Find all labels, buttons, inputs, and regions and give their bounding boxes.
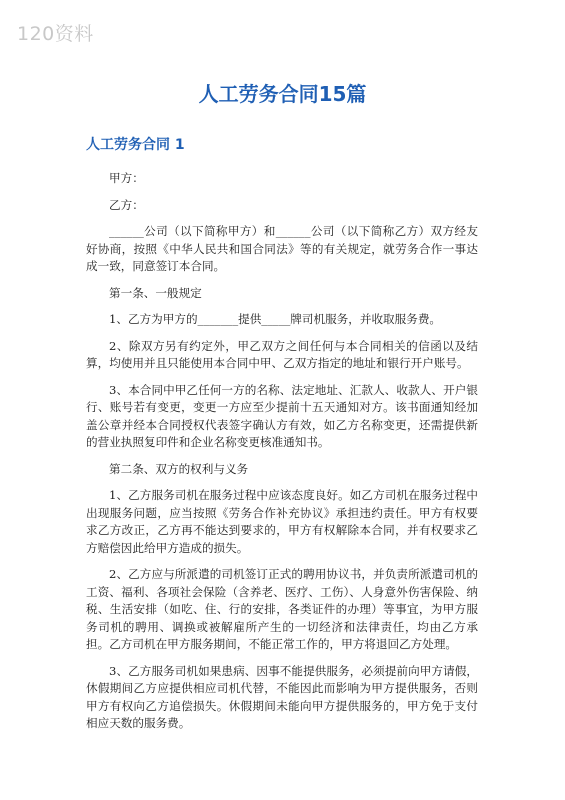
party-a-line: 甲方： xyxy=(109,171,144,185)
article-2-item-3: 3、乙方服务司机如果患病、因事不能提供服务，必须提前向甲方请假，休假期间乙方应提供相应司机代替，不能因此而影响为甲方提供服务，否则甲方有权向乙方追偿损失。休假期间未能向甲方提供服务的，甲方免于支付相应天数的服务费。 xyxy=(86,663,478,730)
article-1-item-1: 1、乙方为甲方的_______提供_____牌司机服务，并收取服务费。 xyxy=(109,312,442,326)
article-2-heading: 第二条、双方的权利与义务 xyxy=(109,461,249,476)
party-b-line: 乙方： xyxy=(109,197,144,212)
contract-body xyxy=(86,170,478,733)
article-1-item-2: 2、除双方另有约定外，甲乙双方之间任何与本合同相关的信函以及结算，均使用并且只能使用本合同中甲、乙双方指定的地址和银行开户账号。 xyxy=(86,338,478,370)
article-2-item-2: 2、乙方应与所派遣的司机签订正式的聘用协议书，并负责所派遣司机的工资、福利、各项社会保险（含养老、医疗、工伤）、人身意外伤害保险、纳税、生活安排（如吃、住、行的安排，各类证件的办理）等事宜，为甲方服务司机的聘用、调换或被解雇所产生的一切经济和法律责任，均由乙方承担。乙方司机在甲方服务期间，不能正常工作的，甲方将退回乙方处理。 xyxy=(86,567,478,651)
intro-paragraph: ______公司（以下简称甲方）和______公司（以下简称乙方）双方经友好协商，按照《中华人民共和国合同法》等的有关规定，就劳务合作一事达成一致，同意签订本合同。 xyxy=(86,224,478,273)
article-2-item-1: 1、乙方服务司机在服务过程中应该态度良好。如乙方司机在服务过程中出现服务问题，应当按照《劳务合作补充协议》承担违约责任。甲方有权要求乙方改正，乙方再不能达到要求的，甲方有权解除本合同，并有权要求乙方赔偿因此给甲方造成的损失。 xyxy=(86,488,478,555)
article-1-heading: 第一条、一般规定 xyxy=(109,285,202,300)
section-heading: 人工劳务合同 1 xyxy=(86,137,185,153)
watermark-text: 120资料 xyxy=(17,23,94,45)
article-1-item-3: 3、本合同中甲乙任何一方的名称、法定地址、汇款人、收款人、开户银行、账号若有变更，变更一方应至少提前十五天通知对方。该书面通知经加盖公章并经本合同授权代表签字确认方有效，如乙方名称变更，还需提供新的营业执照复印件和企业名称变更核准通知书。 xyxy=(86,382,478,449)
document-title: 人工劳务合同15篇 xyxy=(198,82,367,106)
